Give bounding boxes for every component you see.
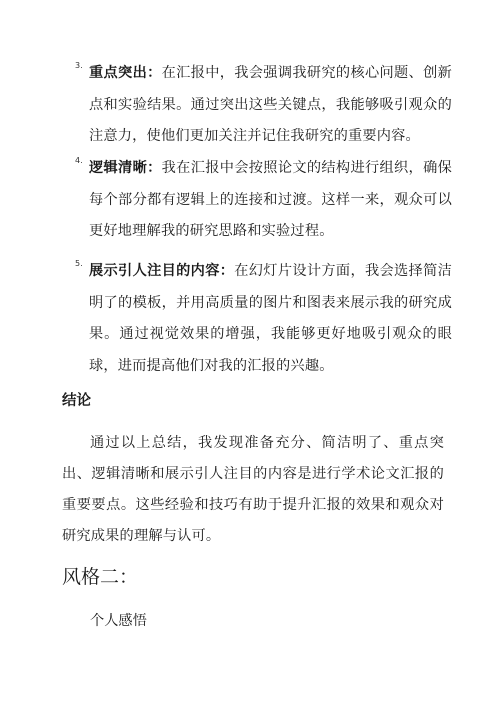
list-item-lead: 展示引人注目的内容 xyxy=(89,263,220,279)
list-item-body: 在幻灯片设计方面，我会选择简洁明了的模板，并用高质量的图片和图表来展示我的研究成果。通过视觉效果的增强，我能够更好地吸引观众的眼球，进而提高他们对我的汇报的兴趣。 xyxy=(89,263,452,374)
list-item-3 xyxy=(62,58,452,153)
list-item-lead: 逻辑清晰 xyxy=(89,160,148,176)
list-item-body: 我在汇报中会按照论文的结构进行组织，确保每个部分都有逻辑上的连接和过渡。这样一来，观众可以更好地理解我的研究思路和实验过程。 xyxy=(89,160,452,239)
list-item-separator: ： xyxy=(147,160,162,176)
list-item-5 xyxy=(62,256,452,382)
list-item-separator: ： xyxy=(147,65,162,81)
list-item-text xyxy=(89,153,452,248)
conclusion-paragraph: 通过以上总结，我发现准备充分、简洁明了、重点突出、逻辑清晰和展示引人注目的内容是进行学术论文汇报的重要要点。这些经验和技巧有助于提升汇报的效果和观众对研究成果的理解与认可。 xyxy=(62,435,444,544)
list-number: 3. xyxy=(75,61,83,70)
list-item-4 xyxy=(62,153,452,248)
conclusion-heading: 结论 xyxy=(62,392,91,409)
list-item-separator: ： xyxy=(219,263,235,279)
list-item-text xyxy=(89,256,452,382)
personal-reflection-label: 个人感悟 xyxy=(90,613,147,629)
list-item-text xyxy=(89,58,452,153)
style-two-heading: 风格二： xyxy=(62,566,139,588)
list-number: 4. xyxy=(75,156,83,165)
list-item-body: 在汇报中，我会强调我研究的核心问题、创新点和实验结果。通过突出这些关键点，我能够吸引观众的注意力，使他们更加关注并记住我研究的重要内容。 xyxy=(89,65,452,144)
list-number: 5. xyxy=(75,259,83,268)
list-item-lead: 重点突出 xyxy=(89,65,148,81)
